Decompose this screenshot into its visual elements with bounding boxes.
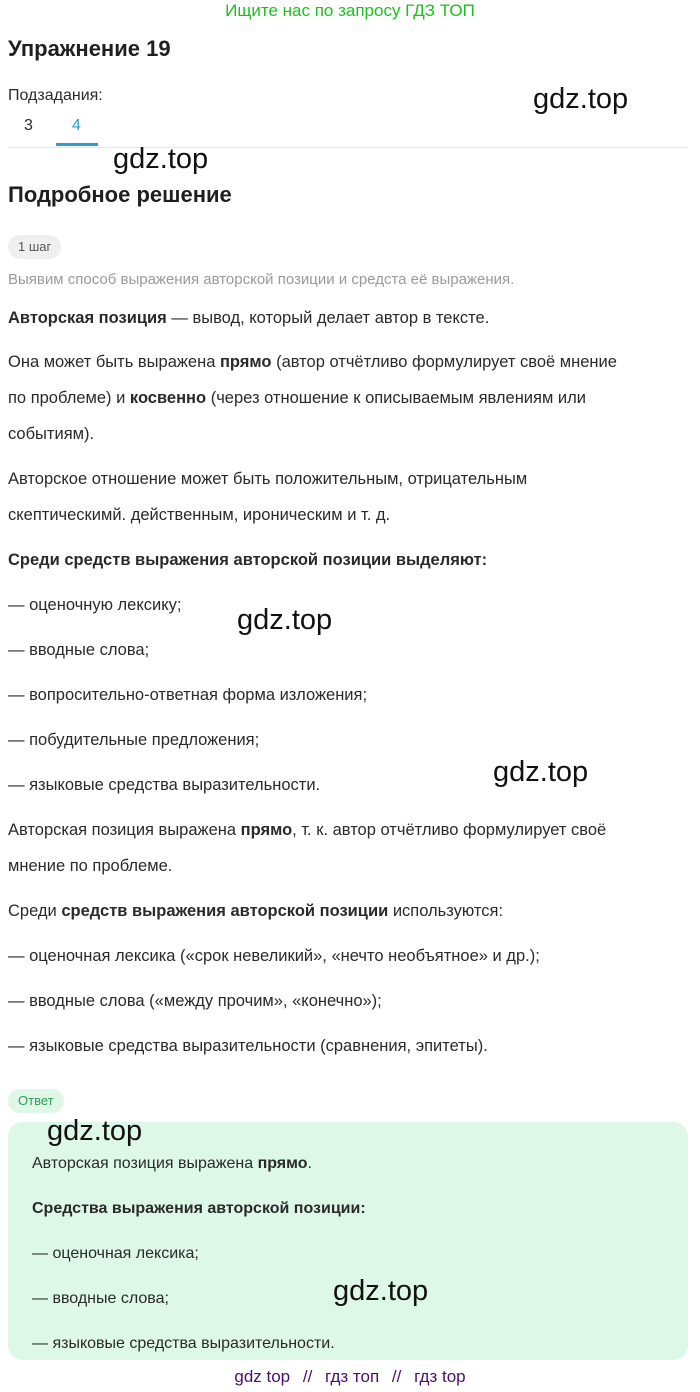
paragraph-2-line-1 (8, 351, 617, 373)
text: используются: (388, 902, 504, 920)
watermark: gdz.top (493, 756, 589, 788)
answer-list-item: — языковые средства выразительности. (32, 1335, 335, 1352)
page-title: Упражнение 19 (8, 36, 171, 61)
watermark: gdz.top (333, 1275, 429, 1307)
paragraph-5-line-2: мнение по проблеме. (8, 857, 173, 875)
divider (8, 147, 688, 148)
text: (автор отчётливо формулирует своё мнение (271, 353, 617, 371)
subtask-tab-4[interactable]: 4 (72, 117, 81, 134)
list-item: — вопросительно-ответная форма изложения; (8, 686, 368, 704)
footer-link[interactable]: gdz top (234, 1367, 291, 1386)
text: , т. к. автор отчётливо формулирует своё (292, 821, 607, 839)
section-title: Подробное решение (8, 182, 232, 207)
answer-heading: Средства выражения авторской позиции: (32, 1200, 366, 1217)
paragraph-2-line-3: событиям). (8, 425, 95, 443)
watermark: gdz.top (47, 1115, 143, 1147)
paragraph-3-line-1: Авторское отношение может быть положительным, отрицательным (8, 470, 528, 488)
answer-badge: Ответ (8, 1089, 64, 1113)
step-badge: 1 шаг (8, 235, 61, 259)
text: (через отношение к описываемым явлениям или (206, 389, 586, 407)
text: Среди (8, 902, 62, 920)
text: Авторская позиция выражена (32, 1155, 258, 1172)
footer-separator: // (302, 1367, 313, 1386)
list-item: — оценочную лексику; (8, 596, 182, 614)
text: Она может быть выражена (8, 353, 220, 371)
footer-link[interactable]: гдз top (414, 1367, 466, 1386)
bold-term: прямо (219, 353, 272, 371)
footer-link[interactable]: гдз топ (325, 1367, 380, 1386)
bold-term: средств выражения авторской позиции (61, 902, 389, 920)
active-tab-indicator (56, 143, 98, 146)
bold-term: Авторская позиция (8, 309, 167, 327)
list-item: — языковые средства выразительности (сравнения, эпитеты). (8, 1037, 488, 1055)
text: по проблеме) и (8, 389, 130, 407)
footer-separator: // (391, 1367, 402, 1386)
text: — вывод, который делает автор в тексте. (166, 309, 490, 327)
paragraph-4: Среди средств выражения авторской позиции выделяют: (8, 551, 488, 569)
list-item: — вводные слова; (8, 641, 150, 659)
list-item: — оценочная лексика («срок невеликий», «нечто необъятное» и др.); (8, 947, 540, 965)
list-item: — языковые средства выразительности. (8, 776, 321, 794)
paragraph-1 (8, 307, 489, 329)
paragraph-3-line-2: скептическимй. действенным, ироническим и т. д. (8, 506, 391, 524)
paragraph-6 (8, 900, 503, 922)
search-banner[interactable]: Ищите нас по запросу ГДЗ ТОП (225, 1, 475, 20)
subtasks-label: Подзадания: (8, 87, 103, 104)
intro-text: Выявим способ выражения авторской позиции и средста её выражения. (8, 271, 515, 288)
list-item: — вводные слова («между прочим», «конечно»); (8, 992, 382, 1010)
text: Авторская позиция выражена (8, 821, 241, 839)
watermark: gdz.top (113, 143, 209, 175)
answer-list-item: — оценочная лексика; (32, 1245, 199, 1262)
answer-list-item: — вводные слова; (32, 1290, 169, 1307)
bold-term: косвенно (129, 389, 207, 407)
subtask-tab-3[interactable]: 3 (24, 117, 33, 134)
bold-term: прямо (257, 1155, 308, 1172)
paragraph-5-line-1 (8, 819, 606, 841)
footer-links (0, 1366, 700, 1388)
paragraph-2-line-2 (8, 387, 586, 409)
watermark: gdz.top (237, 604, 333, 636)
watermark: gdz.top (533, 83, 629, 115)
answer-line-1 (32, 1153, 312, 1175)
list-item: — побудительные предложения; (8, 731, 260, 749)
text: . (307, 1155, 312, 1172)
bold-term: прямо (240, 821, 293, 839)
